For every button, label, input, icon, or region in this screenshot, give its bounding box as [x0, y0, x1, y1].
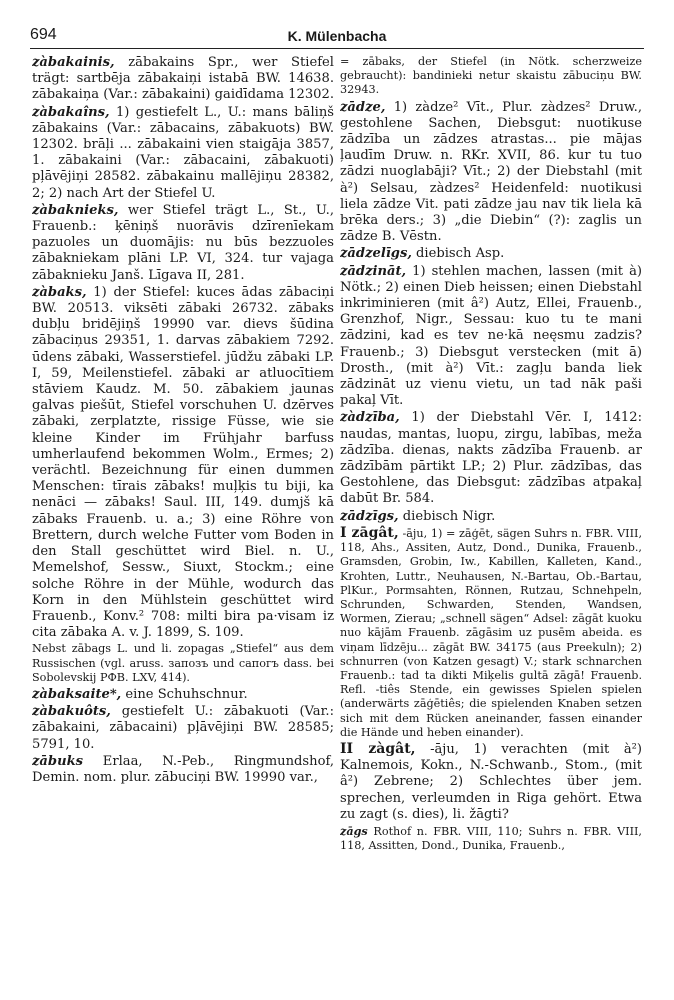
dictionary-entry — [340, 100, 642, 246]
dictionary-entry — [340, 55, 642, 98]
entry-text: diebisch Nigr. — [402, 508, 496, 524]
page-number: 694 — [30, 26, 57, 43]
entry-headword: zādzelīgs, — [340, 246, 412, 262]
entry-text: wer Stiefel trägt L., St., U., Frauenb.: ķēniņš nuorāvis dzīrenīekam pazuoles un duomājis: nu būs bezzuoles zābakniekam plāni LP. VI, 324. tur vajaga zābaknieku Janš. Līgava II, 281. — [32, 202, 334, 283]
entry-headword: zādzīgs, — [340, 508, 399, 524]
dictionary-entry — [340, 246, 642, 262]
entry-text: 1) gestiefelt L., U.: mans bāliņš zābakains (Var.: zābacains, zābakuots) BW. 12302. brāļi ... zābakaini vien staigāja 3857, 1. zābakaini (Var.: zābacaini, zābakuoti) pļāvējiņi 28582. zābakainu mallējiņu 28382, 2; 2) nach Art der Stiefel U. — [32, 104, 334, 201]
entry-headword: zàbakainis, — [32, 55, 115, 70]
entry-headword: zàbaknieks, — [32, 202, 119, 218]
left-column — [32, 55, 334, 985]
dictionary-entry — [32, 105, 334, 202]
header-rule — [30, 48, 644, 49]
entry-text: 1) zàdze² Vīt., Plur. zàdzes² Druw., gestohlene Sachen, Diebsgut: nuotikuse zādzība un zādzes atrastas... pie mājas ļaudīm Druw. n. RKr. XVII, 86. kur tu tuo zādzi nuoglabāji? Vīt.; 2) der Diebstahl (mit à²) Selsau, zàdzes² Heidenfeld: nuotikusi liela zādze Vit. pati zādze jau nav tik liela kā brēka ders.; 3) „die Diebin“ (?): zaglis un zādze B. Vēstn. — [340, 99, 642, 245]
dictionary-entry — [340, 264, 642, 410]
entry-text: -āju, 1) verachten (mit à²) Kalnemois, Kokn., N.-Schwanb., Stom., (mit â²) Zebrene; 2) Schlechtes über jem. sprechen, verleumden in Riga gehört. Etwa zu zagt (s. dies), li. žāgti? — [340, 741, 642, 822]
entry-headword: zābuks — [32, 753, 84, 769]
entry-headword: zàbaksaite*, — [32, 686, 122, 702]
dictionary-entry — [340, 824, 642, 853]
dictionary-entry — [32, 687, 334, 703]
entry-text: gestiefelt U.: zābakuoti (Var.: zābakaini, zābacaini) pļāvējiņi BW. 28585; 5791, 10. — [32, 704, 334, 752]
entry-text: 1) stehlen machen, lassen (mit à) Nötk.; 2) einen Dieb heissen; einen Diebstahl inkriminieren (mit â²) Autz, Ellei, Frauenb., Grenzhof, Nigr., Sessau: kuo tu te mani zādzini, kad es tev ne·kā neęsmu zadzis? Frauenb.; 3) Diebsgut verstecken (mit ā) Drosth., (mit à²) Vīt.: zagļu banda liek zādzināt uz vienu vietu, un tad nāk paši pakaļ Vīt. — [340, 263, 642, 409]
entry-headword: zàdzība, — [340, 410, 400, 426]
running-title: K. Mülenbacha — [287, 28, 387, 44]
page-header — [30, 26, 644, 48]
entry-headword: II zàgât, — [340, 740, 416, 757]
entry-text: -āju, 1) = zāģēt, sägen Suhrs n. FBR. VIII, 118, Ahs., Assiten, Autz, Dond., Dunika, Frauenb., Gramsden, Grobin, Iw., Kabillen, Kalleten, Kand., Krohten, Luttr., Neuhausen, N.-Bartau, Ob.-Bartau, PlKur., Pormsahten, Rönnen, Rutzau, Schnehpeln, Schrunden, Schwarden, Stenden, Wandsen, Wormen, Zierau; „schnell sägen“ Adsel: zāgāt kuoku nuo kājām Frauenb. zāgāsim uz pusēm abeida. es viņam līdzēju... zāgāt BW. 34175 (aus Preekuln); 2) schnurren (von Katzen gesagt) V.; stark schnarchen Frauenb.: tad ta dikti Miķelis gultā zāgā! Frauenb. Refl. -tiês Stende, ein gewisses Spielen spielen (anderwärts zāģētiês; die spielenden Knaben setzen sich mit dem Rücken aneinander, fassen einander die Hände und heben einander). — [340, 526, 642, 739]
dictionary-entry — [32, 642, 334, 685]
entry-headword: zādze, — [340, 99, 386, 115]
dictionary-entry — [32, 203, 334, 284]
entry-text: Nebst zābags L. und li. zopagas „Stiefel“ aus dem Russischen (vgl. aruss. запозъ und сапогъ dass. bei Sobolevskij РФВ. LXV, 414). — [32, 642, 334, 684]
dictionary-entry — [340, 410, 642, 507]
entry-text: 1) der Stiefel: kuces ādas zābaciņi BW. 20513. viksēti zābaki 26732. zābaks dubļu bridējiņš 19990 var. dievs šūdina zābaciņus 29351, 1. darvas zābakiem 7292. ūdens zābaki, Wasserstiefel. jūdžu zābaki LP. I, 59, Meilenstiefel. zābaki ar atluocītiem stāviem Kaudz. M. 50. zābakiem jaunas galvas piešūt, Stiefel vorschuhen U. dzērves zābaki, zerplatzte, rissige Füsse, wie sie kleine Kinder im Frühjahr barfuss umherlaufend bekommen Wolm., Ermes; 2) verächtl. Bezeichnung für einen dummen Menschen: tīrais zābaks! muļķis tu biji, ka nenāci — zābaks! Saul. III, 149. dumjš kā zābaks Frauenb. u. a.; 3) eine Röhre von Brettern, durch welche Futter vom Boden in den Stall geschüttet wird Biel. n. U., Memelshof, Sessw., Siuxt, Stockm.; eine solche Röhre in der Mühle, wodurch das Korn in den Mühlstein geschüttet wird Frauenb., Konv.² 708: milti bira pa·visam iz cita zābaka A. v. J. 1899, S. 109. — [32, 284, 334, 641]
entry-text: 1) der Diebstahl Vēr. I, 1412: naudas, mantas, luopu, zirgu, labības, meža zādzība. dienas, nakts zādzība Frauenb. ar zādzībām pārtikt LP.; 2) Plur. zādzības, das Gestohlene, das Diebsgut: zādzības atpakaļ dabūt Br. 584. — [340, 410, 642, 507]
dictionary-entry — [340, 741, 642, 823]
entry-text: zābakains Spr., wer Stiefel trägt: sartbēja zābakaiņi istabā BW. 14638. zābakaiņa (Var.: zābakaini) gaidīdama 12302. — [32, 55, 334, 103]
right-column — [340, 55, 642, 985]
dictionary-entry — [340, 526, 642, 740]
entry-headword: zàbakuôts, — [32, 704, 111, 720]
dictionary-entry — [32, 754, 334, 786]
entry-headword: zàbaks, — [32, 284, 87, 300]
entry-text: Erlaa, N.-Peb., Ringmundshof, Demin. nom. plur. zābuciņi BW. 19990 var., — [32, 753, 334, 785]
entry-text: = zābaks, der Stiefel (in Nötk. scherzweize gebraucht): bandinieki netur skaistu zābuciņu BW. 32943. — [340, 55, 642, 97]
entry-text: eine Schuhschnur. — [125, 686, 248, 702]
entry-text: Rothof n. FBR. VIII, 110; Suhrs n. FBR. VIII, 118, Assitten, Dond., Dunika, Frauenb., — [340, 824, 642, 853]
dictionary-entry — [32, 285, 334, 641]
entry-text: diebisch Asp. — [416, 246, 505, 262]
dictionary-entry — [32, 704, 334, 753]
dictionary-entry — [32, 55, 334, 104]
dictionary-entry — [340, 509, 642, 525]
entry-headword: zāgs — [340, 823, 368, 838]
entry-headword: zàbakaîns, — [32, 104, 110, 120]
entry-headword: zādzināt, — [340, 263, 407, 279]
entry-headword: I zāgât, — [340, 524, 399, 541]
